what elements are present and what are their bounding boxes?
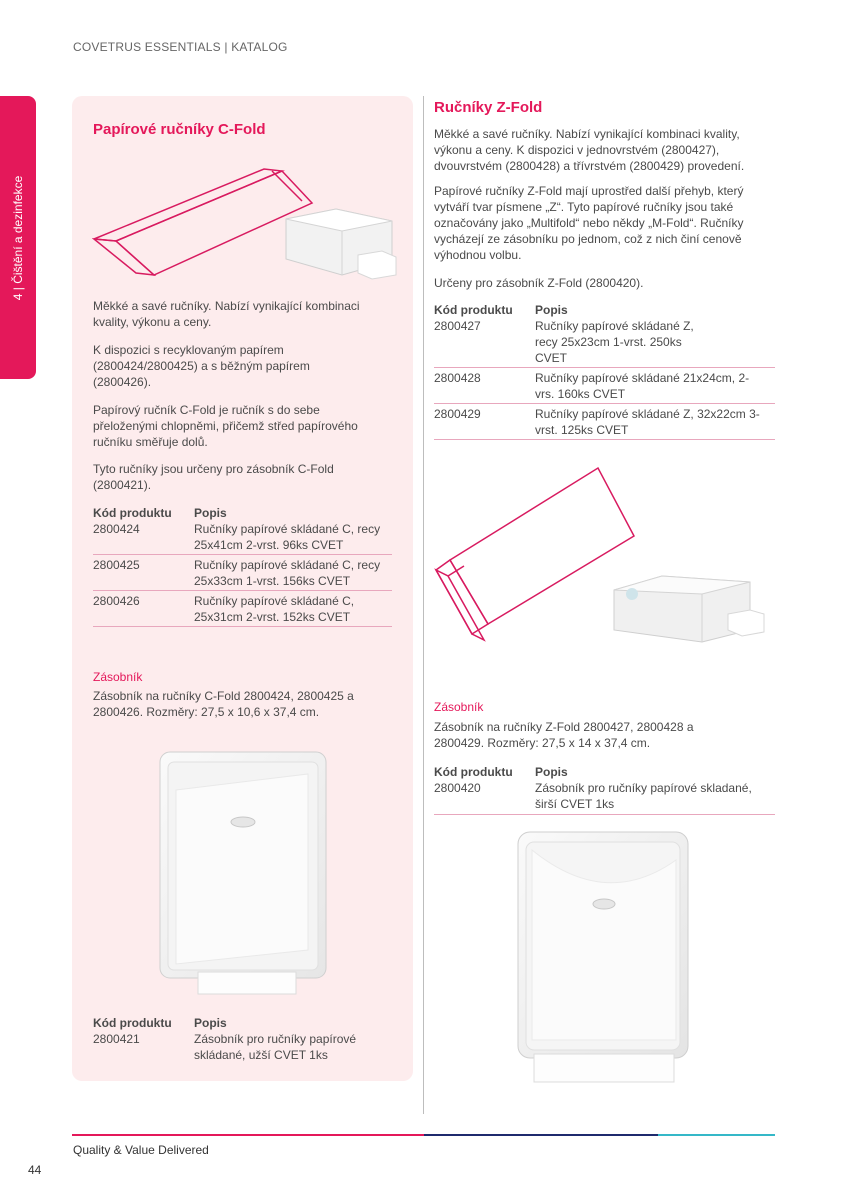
product-desc: Ručníky papírové skládané C, 25x31cm 2-vrst. 152ks CVET bbox=[194, 594, 355, 624]
product-desc: Zásobník pro ručníky papírové skládané, užší CVET 1ks bbox=[194, 1032, 357, 1062]
col-code-header: Kód produktu bbox=[434, 765, 513, 779]
product-desc: Ručníky papírové skládané C, recy 25x41cm 2-vrst. 96ks CVET bbox=[194, 522, 381, 552]
zfold-para-2: Papírové ručníky Z-Fold mají uprostřed další přehyb, který vytváří tvar písmene „Z“. Tyto papírové ručníky jsou také označovány jako „Multifold“ nebo někdy „M-Fold“. Ručníky vycházejí ze zásobníku po jednom, což z nich činí cenově výhodnou volbu. bbox=[434, 184, 744, 262]
table-header bbox=[434, 764, 775, 780]
table-row bbox=[93, 1031, 392, 1063]
table-header bbox=[434, 302, 775, 318]
footer-tagline: Quality & Value Delivered bbox=[73, 1143, 209, 1157]
cfold-product-table bbox=[93, 505, 392, 627]
footer-rule-navy bbox=[424, 1134, 658, 1136]
footer-rule-pink bbox=[72, 1134, 424, 1136]
column-divider bbox=[423, 96, 424, 1114]
chapter-tab bbox=[0, 96, 36, 379]
table-row bbox=[434, 318, 775, 368]
zfold-dispenser-heading: Zásobník bbox=[434, 700, 484, 714]
zfold-dispenser-text: Zásobník na ručníky Z-Fold 2800427, 2800428 a 2800429. Rozměry: 27,5 x 14 x 37,4 cm. bbox=[434, 720, 694, 750]
col-desc-header: Popis bbox=[194, 506, 227, 520]
product-code: 2800424 bbox=[93, 522, 140, 536]
product-code: 2800426 bbox=[93, 594, 140, 608]
catalog-header: COVETRUS ESSENTIALS | KATALOG bbox=[73, 40, 288, 54]
page-number: 44 bbox=[28, 1163, 42, 1177]
table-header bbox=[93, 1015, 392, 1031]
product-desc: Ručníky papírové skládané 21x24cm, 2-vrs. 160ks CVET bbox=[535, 371, 750, 401]
col-code-header: Kód produktu bbox=[434, 303, 513, 317]
zfold-dispenser-image bbox=[516, 830, 692, 1086]
zfold-title: Ručníky Z-Fold bbox=[434, 99, 543, 116]
product-desc: Ručníky papírové skládané C, recy 25x33cm 1-vrst. 156ks CVET bbox=[194, 558, 381, 588]
zfold-towel-illustration bbox=[432, 464, 772, 644]
zfold-para-3: Určeny pro zásobník Z-Fold (2800420). bbox=[434, 276, 644, 290]
col-code-header: Kód produktu bbox=[93, 506, 172, 520]
product-desc: Ručníky papírové skládané Z, 32x22cm 3-vrst. 125ks CVET bbox=[535, 407, 760, 437]
product-code: 2800420 bbox=[434, 781, 481, 795]
table-row bbox=[93, 591, 392, 627]
table-row bbox=[93, 521, 392, 555]
footer-rule-teal bbox=[658, 1134, 775, 1136]
col-desc-header: Popis bbox=[535, 303, 568, 317]
table-row bbox=[434, 780, 775, 815]
cfold-para-4: Tyto ručníky jsou určeny pro zásobník C-Fold (2800421). bbox=[93, 462, 334, 492]
table-header bbox=[93, 505, 392, 521]
cfold-towel-illustration bbox=[92, 163, 402, 283]
product-code: 2800428 bbox=[434, 371, 481, 385]
cfold-para-3: Papírový ručník C-Fold je ručník s do sebe přeloženými chlopněmi, přičemž střed papírového ručníku směřuje dolů. bbox=[93, 403, 358, 449]
chapter-tab-label: 4 | Čištění a dezinfekce bbox=[11, 175, 25, 300]
cfold-dispenser-table bbox=[93, 1015, 392, 1063]
col-code-header: Kód produktu bbox=[93, 1016, 172, 1030]
cfold-para-2: K dispozici s recyklovaným papírem (2800424/2800425) a s běžným papírem (2800426). bbox=[93, 343, 310, 389]
cfold-title: Papírové ručníky C-Fold bbox=[93, 121, 266, 138]
product-desc: Ručníky papírové skládané Z, recy 25x23cm 1-vrst. 250ks CVET bbox=[535, 319, 694, 365]
cfold-para-1: Měkké a savé ručníky. Nabízí vynikající kombinaci kvality, výkonu a ceny. bbox=[93, 299, 360, 329]
product-desc: Zásobník pro ručníky papírové skladané, širší CVET 1ks bbox=[535, 781, 752, 811]
product-code: 2800421 bbox=[93, 1032, 140, 1046]
col-desc-header: Popis bbox=[194, 1016, 227, 1030]
cfold-dispenser-image bbox=[158, 750, 330, 996]
product-code: 2800425 bbox=[93, 558, 140, 572]
cfold-dispenser-text: Zásobník na ručníky C-Fold 2800424, 2800425 a 2800426. Rozměry: 27,5 x 10,6 x 37,4 cm. bbox=[93, 689, 354, 719]
product-code: 2800427 bbox=[434, 319, 481, 333]
zfold-dispenser-table bbox=[434, 764, 775, 815]
table-row bbox=[434, 368, 775, 404]
product-code: 2800429 bbox=[434, 407, 481, 421]
zfold-para-1: Měkké a savé ručníky. Nabízí vynikající kombinaci kvality, výkonu a ceny. K dispozici v jednovrstvém (2800427), dvouvrstvém (2800428) a třívrstvém (2800429) provedení. bbox=[434, 127, 745, 173]
table-row bbox=[434, 404, 775, 440]
zfold-product-table bbox=[434, 302, 775, 440]
col-desc-header: Popis bbox=[535, 765, 568, 779]
cfold-dispenser-heading: Zásobník bbox=[93, 670, 143, 684]
table-row bbox=[93, 555, 392, 591]
